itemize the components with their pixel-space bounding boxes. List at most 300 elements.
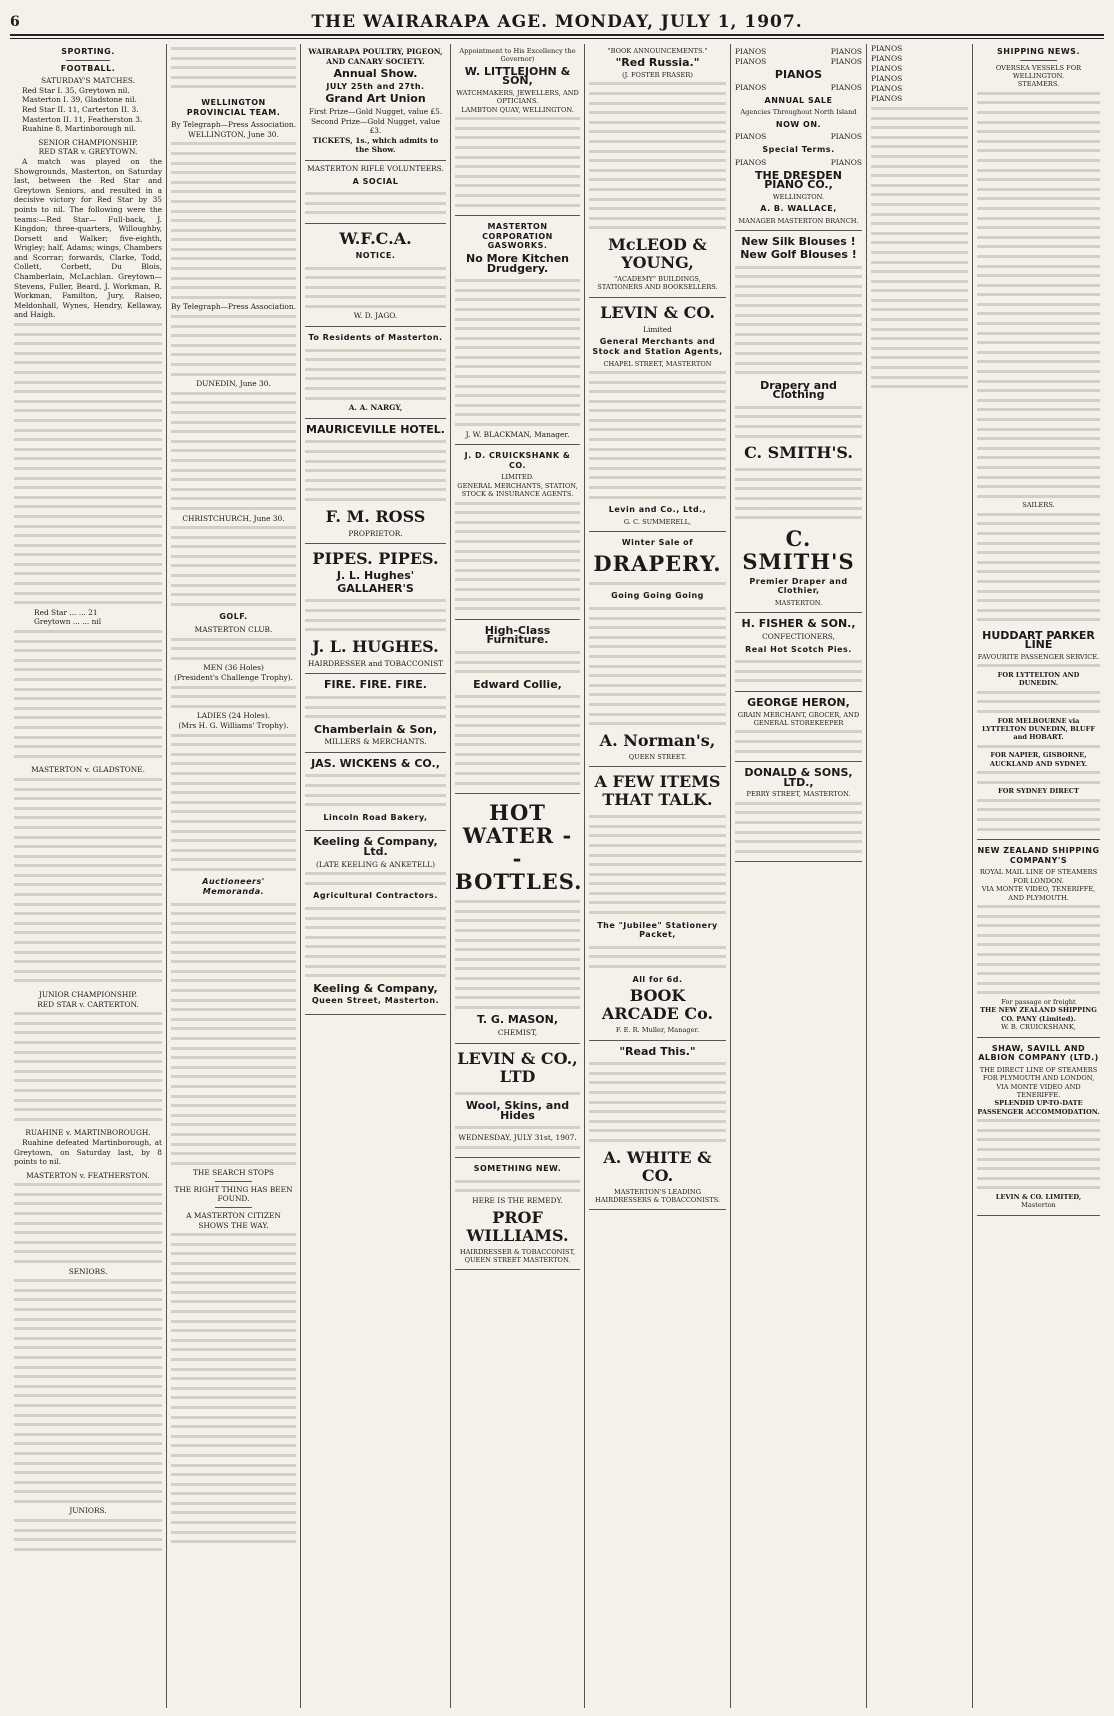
route-heading: FOR MELBOURNE via LYTTELTON DUNEDIN, BLUFF and HOBART. <box>981 716 1096 742</box>
text-line <box>171 1111 296 1121</box>
text-line <box>171 274 296 284</box>
ad-name: GEORGE HERON, <box>747 695 850 709</box>
text-line <box>589 841 726 851</box>
text-line <box>14 1420 162 1430</box>
text-line <box>455 779 580 789</box>
text-line <box>305 457 446 467</box>
text-line <box>455 740 580 750</box>
text-line <box>171 197 296 207</box>
text-line <box>977 778 1100 788</box>
text-line <box>305 625 446 635</box>
text-line <box>589 851 726 861</box>
text-line <box>14 579 162 589</box>
text-line <box>305 273 446 283</box>
text-line <box>455 172 580 182</box>
text-line <box>14 1048 162 1058</box>
ad-white <box>589 1041 726 1211</box>
text-line <box>589 195 726 205</box>
text-line <box>977 558 1100 568</box>
text-line <box>171 1403 296 1413</box>
text-line <box>14 1115 162 1125</box>
text-line <box>589 642 726 652</box>
text-line <box>14 1363 162 1373</box>
ad-subtitle: ROYAL MAIL LINE OF STEAMERS FOR LONDON. <box>979 868 1098 885</box>
text-line <box>14 1057 162 1067</box>
text-line <box>455 936 580 946</box>
text-line <box>589 137 726 147</box>
text-line <box>871 114 968 124</box>
ad-heading: Winter Sale of <box>621 538 694 548</box>
text-line <box>14 1430 162 1440</box>
text-line <box>977 146 1100 156</box>
ad-name: PROF WILLIAMS. <box>466 1207 569 1245</box>
text-line <box>455 153 580 163</box>
text-line <box>171 1159 296 1169</box>
text-line <box>171 788 296 798</box>
text-line <box>589 700 726 710</box>
text-line <box>589 214 726 224</box>
text-line <box>589 483 726 493</box>
text-line <box>977 156 1100 166</box>
text-line <box>171 1508 296 1518</box>
text-line <box>735 727 862 737</box>
text-line <box>305 712 446 722</box>
text-line <box>977 405 1100 415</box>
text-line <box>14 685 162 695</box>
text-line <box>14 861 162 871</box>
text-line <box>977 453 1100 463</box>
ad-name: Keeling & Company, <box>313 981 438 995</box>
text-line <box>305 302 446 312</box>
golf-category: LADIES (24 Holes). <box>196 711 271 721</box>
text-line <box>305 208 446 218</box>
text-line <box>589 898 726 908</box>
text-line <box>305 476 446 486</box>
pianos-label: PIANOS <box>830 47 862 56</box>
text-line <box>977 329 1100 339</box>
text-line <box>171 865 296 875</box>
ad-subtitle: The "Jubilee" Stationery Packet, <box>597 920 718 940</box>
ad-heading: SOMETHING NEW. <box>473 1164 562 1174</box>
text-line <box>305 791 446 801</box>
text-line <box>171 1528 296 1538</box>
text-line <box>14 948 162 958</box>
ad-subtitle: LIMITED. <box>501 473 534 482</box>
text-line <box>14 704 162 714</box>
text-line <box>589 89 726 99</box>
text-line <box>589 435 726 445</box>
text-line <box>14 368 162 378</box>
text-line <box>14 890 162 900</box>
text-line <box>589 579 726 589</box>
pianos-label: PIANOS <box>735 47 767 56</box>
text-line <box>977 89 1100 99</box>
text-line <box>171 967 296 977</box>
text-line <box>14 627 162 637</box>
text-line <box>14 723 162 733</box>
text-line <box>735 349 862 359</box>
text-line <box>455 420 580 430</box>
text-line <box>977 233 1100 243</box>
ad-heading: THE RIGHT THING HAS BEEN FOUND. <box>174 1184 293 1204</box>
text-line <box>977 290 1100 300</box>
text-line <box>589 1078 726 1088</box>
match-heading: MASTERTON v. FEATHERSTON. <box>26 1170 150 1180</box>
text-line <box>871 248 968 258</box>
ad-heading: "BOOK ANNOUNCEMENTS." <box>607 47 708 55</box>
text-line <box>171 1374 296 1384</box>
text-line <box>455 667 580 677</box>
text-line <box>455 162 580 172</box>
text-line <box>735 808 862 818</box>
ad-name: W. LITTLEJOHN & SON, <box>464 64 571 88</box>
text-line <box>589 943 726 953</box>
text-line <box>977 596 1100 606</box>
text-line <box>171 149 296 159</box>
text-line <box>455 984 580 994</box>
text-line <box>305 971 446 981</box>
text-line <box>871 344 968 354</box>
ad-donald <box>735 762 862 862</box>
ad-title: MAURICEVILLE HOTEL. <box>306 422 445 436</box>
ad-signature: W. B. CRUICKSHANK, <box>1001 1023 1076 1032</box>
text-line <box>14 1238 162 1248</box>
text-line <box>977 271 1100 281</box>
text-line <box>14 1257 162 1267</box>
text-line <box>871 142 968 152</box>
ad-name: McLEOD & YOUNG, <box>608 234 707 272</box>
text-line <box>735 504 862 514</box>
ad-hot-water <box>455 794 583 1043</box>
text-line <box>14 1180 162 1190</box>
text-line <box>589 1088 726 1098</box>
text-line <box>455 916 580 926</box>
text-line <box>455 547 580 557</box>
ad-dresden-piano <box>735 44 862 231</box>
pianos-label: PIANOS <box>871 84 903 93</box>
text-line <box>977 1116 1100 1126</box>
text-line <box>589 860 726 870</box>
ad-title: Drapery and Clothing <box>760 378 837 402</box>
text-line <box>171 1149 296 1159</box>
text-line <box>455 721 580 731</box>
ad-heading: ANNUAL SALE <box>764 95 833 105</box>
text-line <box>589 1107 726 1117</box>
ad-name: Edward Collie, <box>473 677 562 691</box>
text-line <box>171 1063 296 1073</box>
text-line <box>455 353 580 363</box>
text-line <box>589 156 726 166</box>
text-line <box>14 550 162 560</box>
text-line <box>14 464 162 474</box>
text-line <box>171 1336 296 1346</box>
text-line <box>977 931 1100 941</box>
text-line <box>977 567 1100 577</box>
text-line <box>14 1067 162 1077</box>
text-line <box>735 412 862 422</box>
text-line <box>455 731 580 741</box>
text-line <box>589 204 726 214</box>
text-line <box>14 1199 162 1209</box>
text-line <box>977 510 1100 520</box>
text-line <box>455 362 580 372</box>
text-line <box>589 719 726 729</box>
text-line <box>871 286 968 296</box>
text-line <box>977 539 1100 549</box>
ad-subtitle: HERE IS THE REMEDY. <box>472 1195 563 1205</box>
text-line <box>171 900 296 910</box>
ad-title: "Read This." <box>619 1044 696 1058</box>
ad-heading: Agricultural Contractors. <box>313 891 438 901</box>
ad-name: H. FISHER & SON., <box>741 617 856 631</box>
text-line <box>977 214 1100 224</box>
ad-name: F. M. ROSS <box>325 506 426 526</box>
ad-subtitle: Appointment to His Excellency the Governor) <box>459 47 576 64</box>
text-line <box>977 921 1100 931</box>
ad-subtitle: VIA MONTE VIDEO, TENERIFFE, AND PLYMOUTH. <box>981 885 1096 902</box>
text-line <box>455 181 580 191</box>
text-line <box>305 923 446 933</box>
ad-name: Levin and Co., Ltd., <box>608 505 707 515</box>
text-line <box>455 143 580 153</box>
pianos-label: PIANOS <box>871 44 903 53</box>
text-line <box>171 254 296 264</box>
text-line <box>171 1355 296 1365</box>
text-line <box>14 1228 162 1238</box>
ad-title: HOT WATER - - BOTTLES. <box>455 800 583 895</box>
text-line <box>171 207 296 217</box>
text-line <box>171 1441 296 1451</box>
ad-subtitle: STATIONERS AND BOOKSELLERS. <box>597 283 718 292</box>
text-line <box>589 889 726 899</box>
ad-date: WEDNESDAY, JULY 31st, 1907. <box>458 1132 577 1142</box>
text-line <box>305 189 446 199</box>
text-line <box>735 818 862 828</box>
text-line <box>977 707 1100 717</box>
ad-mcleod <box>589 44 726 298</box>
text-line <box>455 595 580 605</box>
ad-title: Wool, Skins, and Hides <box>465 1099 570 1122</box>
text-line <box>171 600 296 610</box>
text-line <box>171 264 296 274</box>
text-line <box>14 502 162 512</box>
text-line <box>871 325 968 335</box>
ad-name: DONALD & SONS, LTD., <box>744 766 853 789</box>
ad-subtitle: Agencies Throughout North Island <box>740 108 857 117</box>
ad-subtitle: CONFECTIONERS, <box>762 632 835 641</box>
text-line <box>977 577 1100 587</box>
ad-name: J. L. Hughes' <box>336 569 415 583</box>
ad-fisher <box>735 613 862 692</box>
text-line <box>455 391 580 401</box>
text-line <box>171 644 296 654</box>
text-line <box>735 263 862 273</box>
text-line <box>171 1101 296 1111</box>
result-line: Ruahine 8, Martinborough nil. <box>22 124 136 134</box>
text-line <box>589 1136 726 1146</box>
text-line <box>977 309 1100 319</box>
match-heading: MASTERTON v. GLADSTONE. <box>31 765 145 775</box>
ad-title: PIPES. PIPES. <box>312 549 439 569</box>
text-line <box>171 1326 296 1336</box>
text-line <box>871 190 968 200</box>
text-line <box>735 403 862 413</box>
subsection-heading: OVERSEA VESSELS FOR WELLINGTON. <box>995 63 1082 80</box>
text-line <box>977 815 1100 825</box>
text-line <box>589 473 726 483</box>
ad-levin-wool <box>455 1044 580 1159</box>
ad-name: T. G. MASON, <box>477 1013 558 1027</box>
pianos-label: PIANOS <box>871 54 903 63</box>
text-line <box>14 775 162 785</box>
result-line: Red Star II. 11, Carterton II. 3. <box>22 104 139 114</box>
text-line <box>171 139 296 149</box>
column-3 <box>300 44 450 1708</box>
text-line <box>455 759 580 769</box>
text-line <box>977 1145 1100 1155</box>
text-line <box>14 1478 162 1488</box>
text-line <box>735 676 862 686</box>
ad-heading: MASTERTON RIFLE VOLUNTEERS. <box>307 163 444 173</box>
text-line <box>455 410 580 420</box>
ad-address: Masterton <box>1021 1201 1056 1210</box>
ad-name: BOOK ARCADE Co. <box>601 986 714 1024</box>
text-line <box>589 185 726 195</box>
text-line <box>14 852 162 862</box>
text-line <box>977 396 1100 406</box>
text-line <box>171 938 296 948</box>
match-report: A match was played on the Showgrounds, Masterton, on Saturday last, between the Red Star and Greytown Seniors, and resulted in a decisive victory for Red Star by 35 points to nil. The following were the teams:—Red Star— Full-back, J. Kingdon; three-quarters, Willoughby, Dorsett and Walker; five-eighth, Wrigley; half, Adams; wings, Chambers and Scorrar; forwards, Clarke, Todd, Collett, Corbett, Du Blois, Chamberlain, McLachlan. Greytown—Stevens, Fuller, Beard, J. Workman, R. Workman, Familton, Jury, Raiseo, Meldonhall, Wynes, Hendry, Kellaway, and Haigh. <box>14 156 162 320</box>
ad-name: NEW ZEALAND SHIPPING COMPANY'S <box>977 846 1100 865</box>
text-line <box>305 616 446 626</box>
ad-tickets: TICKETS, 1s., which admits to the Show. <box>312 135 439 155</box>
text-line <box>171 389 296 399</box>
ad-subtitle: CHEMIST, <box>497 1027 538 1037</box>
text-line <box>171 226 296 236</box>
text-line <box>977 1135 1100 1145</box>
text-line <box>735 301 862 311</box>
text-line <box>455 114 580 124</box>
pianos-label: PIANOS <box>735 157 767 167</box>
text-line <box>171 957 296 967</box>
text-line <box>305 365 446 375</box>
text-line <box>171 1044 296 1054</box>
ad-name: A. Norman's, <box>599 730 716 750</box>
text-line <box>589 493 726 503</box>
dateline: CHRISTCHURCH, June 30. <box>182 513 285 523</box>
ad-name: JAS. WICKENS & CO., <box>311 756 440 770</box>
text-line <box>171 494 296 504</box>
article-heading: WELLINGTON PROVINCIAL TEAM. <box>186 97 281 117</box>
text-line <box>977 425 1100 435</box>
text-line <box>14 1305 162 1315</box>
text-line <box>14 694 162 704</box>
text-line <box>735 330 862 340</box>
page-number: 6 <box>10 14 20 30</box>
text-line <box>589 454 726 464</box>
column-sporting <box>10 44 166 1708</box>
text-line <box>14 957 162 967</box>
match-heading: RUAHINE v. MARTINBOROUGH. <box>25 1128 151 1138</box>
text-line <box>305 869 446 879</box>
text-line <box>455 499 580 509</box>
text-line <box>977 473 1100 483</box>
text-line <box>871 382 968 392</box>
text-line <box>171 1140 296 1150</box>
ad-nz-shipping <box>977 840 1100 1037</box>
text-line <box>305 495 446 505</box>
text-line <box>305 771 446 781</box>
text-line <box>589 425 726 435</box>
text-line <box>14 1468 162 1478</box>
text-line <box>871 363 968 373</box>
text-line <box>977 940 1100 950</box>
ad-title: A FEW ITEMS THAT TALK. <box>594 772 721 810</box>
ad-subtitle: WATCHMAKERS, JEWELLERS, AND OPTICIANS. <box>456 89 579 106</box>
ad-title: Grand Art Union <box>325 92 426 106</box>
dateline: DUNEDIN, June 30. <box>196 379 271 389</box>
text-line <box>977 338 1100 348</box>
ad-address: QUEEN STREET MASTERTON. <box>464 1255 571 1264</box>
text-line <box>871 123 968 133</box>
text-line <box>171 485 296 495</box>
ad-signature: A. B. WALLACE, <box>760 204 837 214</box>
text-line <box>977 185 1100 195</box>
text-line <box>14 320 162 330</box>
text-line <box>871 267 968 277</box>
text-line <box>871 296 968 306</box>
ad-title: Real Hot Scotch Pies. <box>745 644 852 654</box>
ad-cruickshank <box>455 445 580 620</box>
text-line <box>171 54 296 64</box>
text-line <box>871 238 968 248</box>
text-line <box>735 422 862 432</box>
text-line <box>455 974 580 984</box>
pianos-label: PIANOS <box>830 57 862 66</box>
text-line <box>455 926 580 936</box>
text-line <box>455 295 580 305</box>
text-line <box>589 614 726 624</box>
text-line <box>977 587 1100 597</box>
text-line <box>171 919 296 929</box>
text-line <box>14 569 162 579</box>
text-line <box>455 692 580 702</box>
ad-signature: W. D. JAGO. <box>353 311 398 321</box>
text-line <box>305 703 446 713</box>
text-line <box>171 1240 296 1250</box>
pianos-label: PIANOS <box>871 64 903 73</box>
text-line <box>171 1451 296 1461</box>
text-line <box>171 322 296 332</box>
text-line <box>171 1393 296 1403</box>
text-line <box>977 108 1100 118</box>
text-line <box>589 822 726 832</box>
ad-norman <box>589 532 726 767</box>
text-line <box>14 675 162 685</box>
text-line <box>455 518 580 528</box>
text-line <box>455 133 580 143</box>
text-line <box>14 1449 162 1459</box>
text-line <box>14 1190 162 1200</box>
text-line <box>14 1411 162 1421</box>
result-line: Masterton II. 11, Featherston 3. <box>22 114 143 124</box>
text-line <box>14 1286 162 1296</box>
ad-book-arcade <box>589 767 726 1041</box>
text-line <box>455 769 580 779</box>
text-line <box>14 880 162 890</box>
text-line <box>977 127 1100 137</box>
text-line <box>455 537 580 547</box>
